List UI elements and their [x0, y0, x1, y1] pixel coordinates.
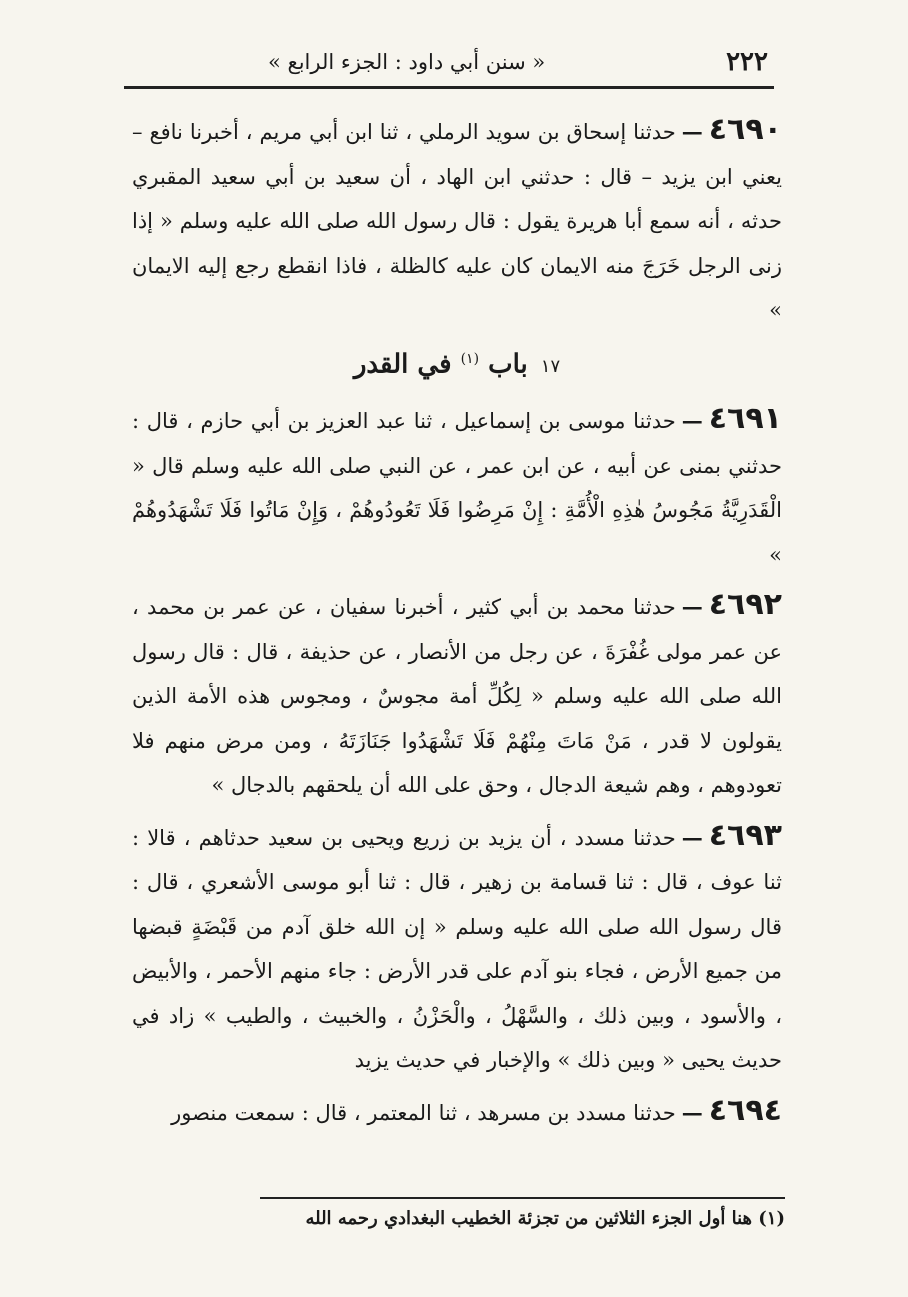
footnote: (١) هنا أول الجزء الثلاثين من تجزئة الخطيب البغدادي رحمه الله: [305, 1208, 785, 1229]
dash: —: [681, 594, 703, 620]
dash: —: [681, 119, 703, 144]
dash: —: [681, 1099, 703, 1125]
book-title: « سنن أبي داود : الجزء الرابع »: [268, 50, 546, 74]
hadith-number: ٤٦٩١: [708, 401, 782, 437]
chapter-heading: [132, 333, 782, 394]
hadith-4691: [132, 397, 782, 577]
header-rule: [124, 86, 774, 89]
hadith-text: حدثنا موسى بن إسماعيل ، ثنا عبد العزيز بن أبي حازم ، قال : حدثني بمنى عن أبيه ، عن ابن عمر ، عن النبي صلى الله عليه وسلم قال « الْقَدَرِيَّةُ مَجُوسُ هٰذِهِ الْأُمَّةِ : إِنْ مَرِضُوا فَلَا تَعُودُوهُمْ ، وَإِنْ مَاتُوا فَلَا تَشْهَدُوهُمْ »: [132, 409, 782, 567]
chapter-title: باب: [488, 349, 528, 380]
hadith-text: حدثنا محمد بن أبي كثير ، أخبرنا سفيان ، عن عمر بن محمد ، عن عمر مولى غُفْرَةَ ، عن رجل من الأنصار ، عن حذيفة ، قال : قال رسول الله صلى الله عليه وسلم « لِكُلِّ أمة مجوسٌ ، ومجوس هذه الأمة الذين يقولون لا قدر ، مَنْ مَاتَ مِنْهُمْ فَلَا تَشْهَدُوا جَنَازَتَهُ ، ومن مرض منهم فلا تعودوهم ، وهم شيعة الدجال ، وحق على الله أن يلحقهم بالدجال »: [132, 595, 782, 798]
hadith-number: ٤٦٩٣: [708, 817, 782, 853]
hadith-4693: [132, 814, 782, 1083]
hadith-number: ٤٦٩٠: [708, 112, 782, 147]
dash: —: [681, 824, 703, 850]
hadith-4690: [132, 108, 782, 333]
chapter-subtitle: في القدر: [353, 349, 452, 380]
page-number: ٢٢٢: [726, 47, 768, 77]
hadith-text: حدثنا إسحاق بن سويد الرملي ، ثنا ابن أبي مريم ، أخبرنا نافع – يعني ابن يزيد – قال : حدثني ابن الهاد ، أن سعيد بن أبي سعيد المقبري حدثه ، أنه سمع أبا هريرة يقول : قال رسول الله صلى الله عليه وسلم « إذا زنى الرجل خَرَجَ منه الايمان كان عليه كالظلة ، فاذا انقطع رجع إليه الايمان »: [132, 120, 782, 322]
hadith-4694: [132, 1089, 782, 1136]
hadith-number: ٤٦٩٢: [708, 587, 782, 623]
running-head: [128, 42, 768, 82]
footnote-marker: (١): [460, 350, 480, 367]
footnote-rule: [260, 1197, 785, 1199]
hadith-number: ٤٦٩٤: [708, 1092, 782, 1128]
hadith-text: حدثنا مسدد ، أن يزيد بن زريع ويحيى بن سعيد حدثاهم ، قالا : ثنا عوف ، قال : ثنا قسامة بن زهير ، قال : ثنا أبو موسى الأشعري ، قال : قال رسول الله صلى الله عليه وسلم « إن الله خلق آدم من قَبْضَةٍ قبضها من جميع الأرض ، فجاء بنو آدم على قدر الأرض : جاء منهم الأحمر ، والأبيض ، والأسود ، وبين ذلك ، والسَّهْلُ ، والْحَزْنُ ، والخبيث ، والطيب » زاد في حديث يحيى « وبين ذلك » والإخبار في حديث يزيد: [132, 825, 782, 1073]
chapter-number: ١٧: [540, 356, 561, 378]
hadith-4692: [132, 583, 782, 808]
dash: —: [681, 408, 703, 434]
body-text: [132, 108, 782, 1135]
hadith-text: حدثنا مسدد بن مسرهد ، ثنا المعتمر ، قال : سمعت منصور: [171, 1100, 676, 1125]
